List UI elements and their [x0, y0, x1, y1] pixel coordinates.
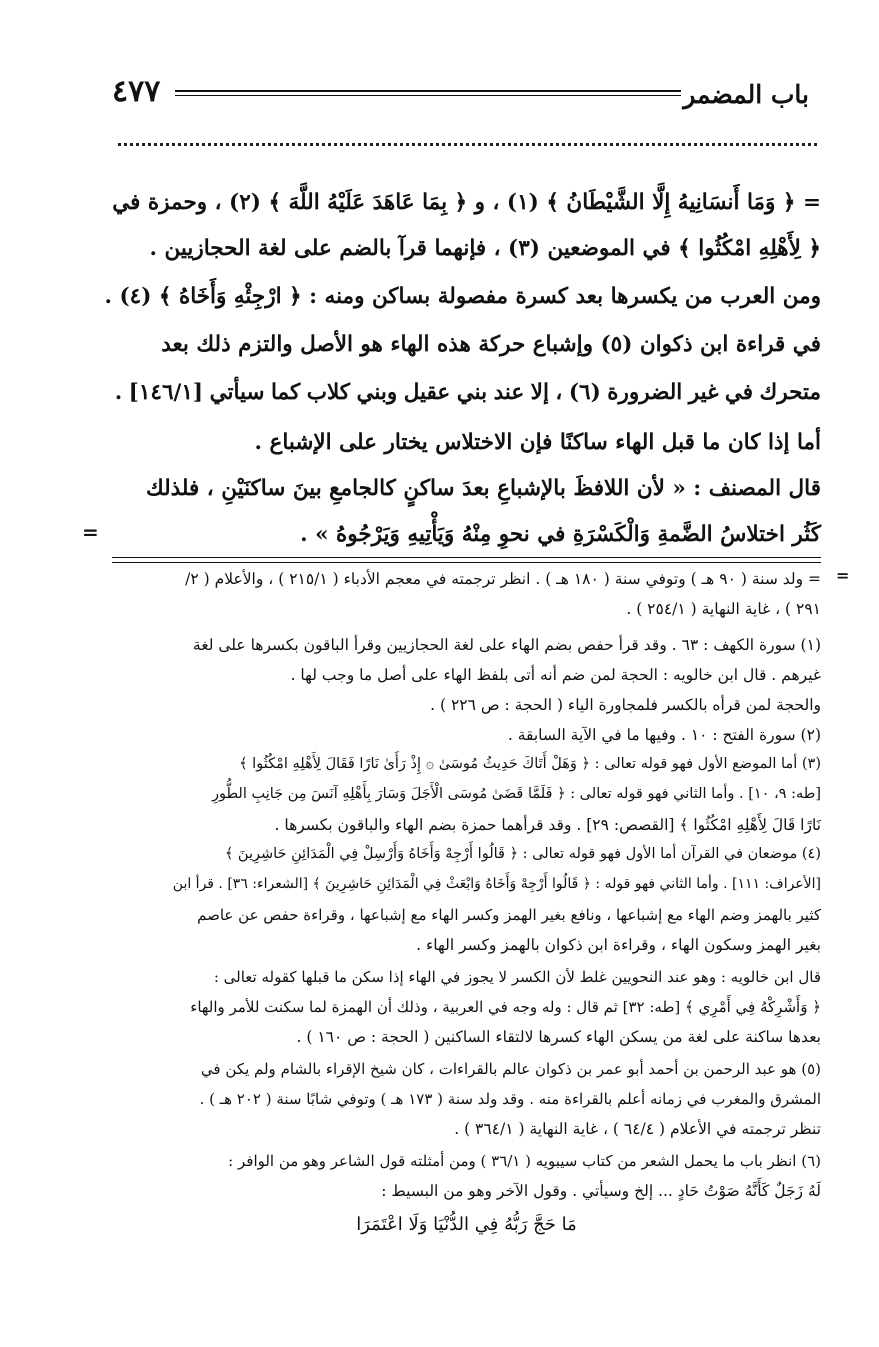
- footnote-line: لَهُ زَجَلٌ كَأَنَّهُ صَوْتُ حَادٍ ... إلخ وسيأتي . وقول الآخر وهو من البسيط :: [381, 1182, 821, 1200]
- poetry-verse: مَا حَجَّ رَبُّهُ فِي الدُّنْيَا وَلَا اعْتَمَرَا: [356, 1214, 577, 1235]
- chapter-title: باب المضمر: [683, 80, 809, 109]
- footnote-line: قال ابن خالويه : وهو عند النحويين غلط لأن الكسر لا يجوز في الهاء إذا سكن ما قبلها كقوله تعالى :: [213, 968, 821, 986]
- footnote-line: (٢) سورة الفتح : ١٠ . وفيها ما في الآية السابقة .: [507, 726, 821, 744]
- footnotes: [112, 570, 821, 1310]
- footnote-line: كثير بالهمز وضم الهاء مع إشباعها ، ونافع بغير الهمز وكسر الهاء مع إشباعها ، وقراءة حفص عن عاصم: [197, 906, 821, 924]
- continuation-mark: =: [82, 520, 99, 544]
- main-line: ومن العرب من يكسرها بعد كسرة مفصولة بساكن ومنه : ﴿ ارْجِئْهِ وَأَخَاهُ ﴾ (٤) .: [104, 284, 821, 309]
- main-line: كَثُر اختلاسُ الضَّمةِ وَالْكَسْرَةِ في نحوِ مِنْهُ وَيَأْتِيهِ وَيَرْجُوهُ » .: [300, 522, 821, 547]
- main-line: ﴿ لِأَهْلِهِ امْكُثُوا ﴾ في الموضعين (٣) ، فإنهما قرآ بالضم على لغة الحجازيين .: [149, 236, 821, 261]
- footnote-line: نَارًا قَالَ لِأَهْلِهِ امْكُثُوا ﴾ [القصص: ٢٩] . وقد قرأهما حمزة بضم الهاء والباقون بكسرها .: [274, 816, 821, 834]
- footnote-line: [الأعراف: ١١١] . وأما الثاني فهو قوله : ﴿ قَالُوا أَرْجِهْ وَأَخَاهُ وَابْعَثْ فِي الْمَدَائِنِ حَاشِرِينَ ﴾ [الشعراء: ٣٦] . قرأ ابن: [172, 876, 821, 892]
- footnote-line: والحجة لمن قرأه بالكسر فلمجاورة الياء ( الحجة : ص ٢٢٦ ) .: [430, 696, 821, 714]
- main-line: قال المصنف : « لأن اللافظَ بالإشباعِ بعدَ ساكنٍ كالجامعِ بينَ ساكنَيْنِ ، فلذلك: [145, 476, 821, 501]
- footnote-line: ٢٩١ ) ، غاية النهاية ( ٢٥٤/١ ) .: [626, 600, 821, 618]
- footnote-line: ﴿ وَأَشْرِكْهُ فِي أَمْرِي ﴾ [طه: ٣٢] ثم قال : وله وجه في العربية ، وذلك أن الهمزة لما سكنت للأمر والهاء: [190, 998, 821, 1016]
- footnote-line: (٤) موضعان في القرآن أما الأول فهو قوله تعالى : ﴿ قَالُوا أَرْجِهْ وَأَخَاهُ وَأَرْسِلْ فِي الْمَدَائِنِ حَاشِرِينَ ﴾: [224, 846, 821, 862]
- main-text: [104, 190, 821, 560]
- footnote-line: (٦) انظر باب ما يحمل الشعر من كتاب سيبويه ( ٣٦/١ ) ومن أمثلته قول الشاعر وهو من الوافر :: [228, 1152, 821, 1170]
- footnote-line: غيرهم . قال ابن خالويه : الحجة لمن ضم أنه أتى بلفظ الهاء على أصل ما وجب لها .: [290, 666, 821, 684]
- main-line: متحرك في غير الضرورة (٦) ، إلا عند بني عقيل وبني كلاب كما سيأتي [١٤٦/١] .: [114, 380, 821, 405]
- main-line: في قراءة ابن ذكوان (٥) وإشباع حركة هذه الهاء هو الأصل والتزم ذلك بعد: [161, 332, 821, 357]
- page-number: ٤٧٧: [112, 74, 161, 109]
- dotted-separator: [118, 143, 817, 146]
- footnote-line: بغير الهمز وسكون الهاء ، وقراءة ابن ذكوان بالهمز وكسر الهاء .: [416, 936, 821, 954]
- footnote-separator: [112, 562, 821, 563]
- footnote-line: = ولد سنة ( ٩٠ هـ ) وتوفي سنة ( ١٨٠ هـ ) . انظر ترجمته في معجم الأدباء ( ٢١٥/١ ) ، والأعلام ( ٢/: [185, 570, 821, 588]
- footnote-line: المشرق والمغرب في زمانه أعلم بالقراءة منه . وقد ولد سنة ( ١٧٣ هـ ) وتوفي شابًا سنة ( ٢٠٢ هـ ) .: [199, 1090, 821, 1108]
- footnote-line: بعدها ساكنة على لغة من يسكن الهاء كسرها لالتقاء الساكنين ( الحجة : ص ١٦٠ ) .: [296, 1028, 821, 1046]
- footnote-line: تنظر ترجمته في الأعلام ( ٦٤/٤ ) ، غاية النهاية ( ٣٦٤/١ ) .: [454, 1120, 821, 1138]
- footnote-separator: [112, 557, 821, 558]
- footnote-line: [طه: ٩، ١٠] . وأما الثاني فهو قوله تعالى : ﴿ فَلَمَّا قَضَىٰ مُوسَى الْأَجَلَ وَسَارَ بِأَهْلِهِ آنَسَ مِن جَانِبِ الطُّورِ: [212, 786, 821, 802]
- continuation-mark: =: [836, 566, 850, 585]
- main-line: = ﴿ وَمَا أَنسَانِيهُ إِلَّا الشَّيْطَانُ ﴾ (١) ، و ﴿ بِمَا عَاهَدَ عَلَيْهُ اللَّهَ ﴾ (٢) ، وحمزة في: [112, 190, 821, 215]
- footnote-line: (٣) أما الموضع الأول فهو قوله تعالى : ﴿ وَهَلْ أَتَاكَ حَدِيثُ مُوسَىٰ ۞ إِذْ رَأَىٰ نَارًا فَقَالَ لِأَهْلِهِ امْكُثُوا ﴾: [239, 756, 821, 772]
- footnote-line: (٥) هو عبد الرحمن بن أحمد أبو عمر بن ذكوان عالم بالقراءات ، كان شيخ الإقراء بالشام ولم يكن في: [200, 1060, 821, 1078]
- main-line: أما إذا كان ما قبل الهاء ساكنًا فإن الاختلاس يختار على الإشباع .: [254, 430, 821, 455]
- footnote-line: (١) سورة الكهف : ٦٣ . وقد قرأ حفص بضم الهاء على لغة الحجازيين وقرأ الباقون بكسرها على لغة: [192, 636, 821, 654]
- header-rule: [175, 90, 681, 96]
